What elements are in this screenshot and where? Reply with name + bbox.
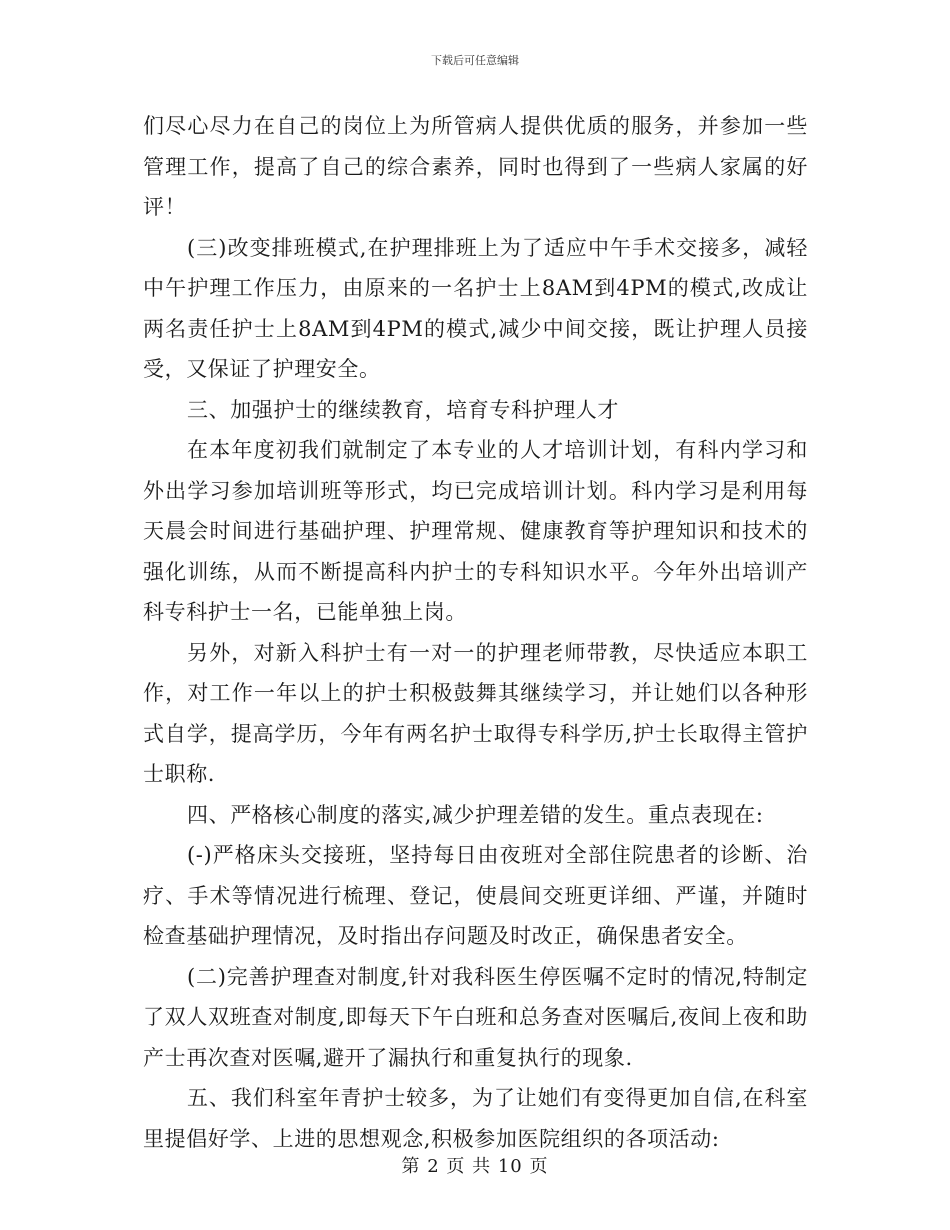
paragraph-check-system: (二)完善护理查对制度,针对我科医生停医嘱不定时的情况,特制定了双人双班查对制度,即每天下午白班和总务查对医嘱后,夜间上夜和助产士再次查对医嘱,避开了漏执行和重复执行的现象. bbox=[143, 964, 808, 1070]
document-body bbox=[143, 106, 808, 1159]
paragraph-continuation: 们尽心尽力在自己的岗位上为所管病人提供优质的服务，并参加一些管理工作，提高了自己的综合素养，同时也得到了一些病人家属的好评！ bbox=[143, 114, 808, 219]
paragraph-shift-mode: (三)改变排班模式,在护理排班上为了适应中午手术交接多，减轻中午护理工作压力，由原来的一名护士上8AM到4PM的模式,改成让两名责任护士上8AM到4PM的模式,减少中间交接，既让护理人员接受，又保证了护理安全。 bbox=[143, 235, 808, 381]
section-heading-education: 三、加强护士的继续教育，培育专科护理人才 bbox=[187, 397, 619, 422]
page-number: 第 2 页 共 10 页 bbox=[401, 1156, 549, 1177]
paragraph-new-nurses: 另外，对新入科护士有一对一的护理老师带教，尽快适应本职工作，对工作一年以上的护士积极鼓舞其继续学习，并让她们以各种形式自学，提高学历，今年有两名护士取得专科学历,护士长取得主管护士职称. bbox=[143, 640, 808, 786]
paragraph-young-nurses: 五、我们科室年青护士较多，为了让她们有变得更加自信,在科室里提倡好学、上进的思想观念,积极参加医院组织的各项活动: bbox=[143, 1086, 808, 1151]
paragraph-handover: (-)严格床头交接班，坚持每日由夜班对全部住院患者的诊断、治疗、手术等情况进行梳理、登记，使晨间交班更详细、严谨，并随时检查基础护理情况，及时指出存问题及时改正，确保患者安全。 bbox=[143, 843, 808, 948]
header-note: 下载后可任意编辑 bbox=[431, 54, 519, 67]
section-heading-core-system: 四、严格核心制度的落实,减少护理差错的发生。重点表现在: bbox=[187, 802, 764, 827]
paragraph-training-plan: 在本年度初我们就制定了本专业的人才培训计划，有科内学习和外出学习参加培训班等形式，均已完成培训计划。科内学习是利用每天晨会时间进行基础护理、护理常规、健康教育等护理知识和技术的强化训练，从而不断提高科内护士的专科知识水平。今年外出培训产科专科护士一名，已能单独上岗。 bbox=[143, 438, 808, 624]
